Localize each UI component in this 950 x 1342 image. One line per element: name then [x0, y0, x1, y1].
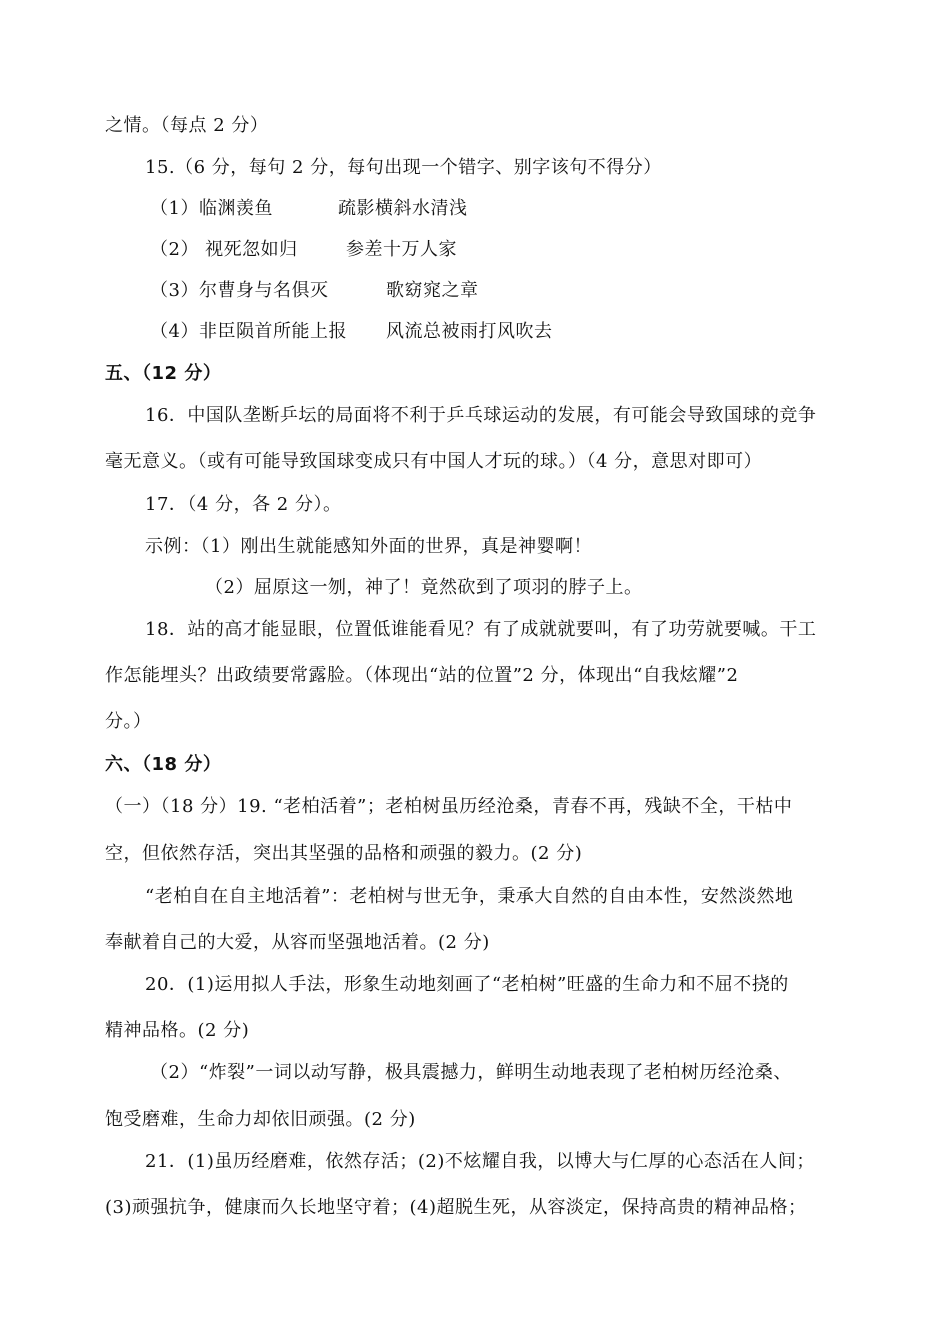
- q19-answer-line: 空，但依然存活，突出其坚强的品格和顽强的毅力。(2 分): [105, 843, 583, 864]
- q20-answer-line: 饱受磨难，生命力却依旧顽强。(2 分): [105, 1109, 416, 1130]
- q21-answer-line: (3)顽强抗争，健康而久长地坚守着；(4)超脱生死，从容淡定，保持高贵的精神品格；: [105, 1197, 807, 1218]
- q15-answer-2a: （2） 视死忽如归: [150, 239, 298, 260]
- q17-header: 17．（4 分，各 2 分）。: [145, 494, 342, 515]
- q15-answer-4b: 风流总被雨打风吹去: [386, 321, 553, 342]
- q17-example-2: （2）屈原这一刎，神了！竟然砍到了项羽的脖子上。: [205, 577, 643, 598]
- section-six-heading: 六、（18 分）: [105, 754, 222, 775]
- q15-answer-3b: 歌窈窕之章: [386, 280, 479, 301]
- q15-answer-1b: 疏影横斜水清浅: [338, 198, 468, 219]
- q19-answer-line: （一）（18 分）19. “老柏活着”；老柏树虽历经沧桑，青春不再，残缺不全，干枯中: [105, 796, 793, 817]
- q20-answer-line: （2）“炸裂”一词以动写静，极具震撼力，鲜明生动地表现了老柏树历经沧桑、: [150, 1062, 792, 1083]
- q16-answer-line: 毫无意义。（或有可能导致国球变成只有中国人才玩的球。）（4 分，意思对即可）: [105, 451, 763, 472]
- q15-answer-1a: （1）临渊羡鱼: [150, 198, 273, 219]
- q19-answer-line: “老柏自在自主地活着”：老柏树与世无争，秉承大自然的自由本性，安然淡然地: [145, 886, 794, 907]
- q21-answer-line: 21．(1)虽历经磨难，依然存活；(2)不炫耀自我，以博大与仁厚的心态活在人间；: [145, 1151, 815, 1172]
- q15-answer-4a: （4）非臣陨首所能上报: [150, 321, 347, 342]
- q16-answer-line: 16．中国队垄断乒坛的局面将不利于乒乓球运动的发展，有可能会导致国球的竞争: [145, 405, 817, 426]
- q18-answer-line: 18．站的高才能显眼，位置低谁能看见？有了成就就要叫，有了功劳就要喊。干工: [145, 619, 817, 640]
- q20-answer-line: 精神品格。(2 分): [105, 1020, 250, 1041]
- q15-answer-2b: 参差十万人家: [346, 239, 457, 260]
- q20-answer-line: 20．(1)运用拟人手法，形象生动地刻画了“老柏树”旺盛的生命力和不屈不挠的: [145, 974, 789, 995]
- section-five-heading: 五、（12 分）: [105, 363, 222, 384]
- q17-example-1: 示例：（1）刚出生就能感知外面的世界，真是神婴啊！: [145, 536, 592, 557]
- text-line: 之情。（每点 2 分）: [105, 115, 269, 136]
- q19-answer-line: 奉献着自己的大爱，从容而坚强地活着。(2 分): [105, 932, 490, 953]
- q15-header: 15.（6 分，每句 2 分，每句出现一个错字、别字该句不得分）: [145, 157, 662, 178]
- q15-answer-3a: （3）尔曹身与名俱灭: [150, 280, 329, 301]
- q18-answer-line: 分。）: [105, 711, 152, 732]
- q18-answer-line: 作怎能埋头？出政绩要常露脸。（体现出“站的位置”2 分，体现出“自我炫耀”2: [105, 665, 739, 686]
